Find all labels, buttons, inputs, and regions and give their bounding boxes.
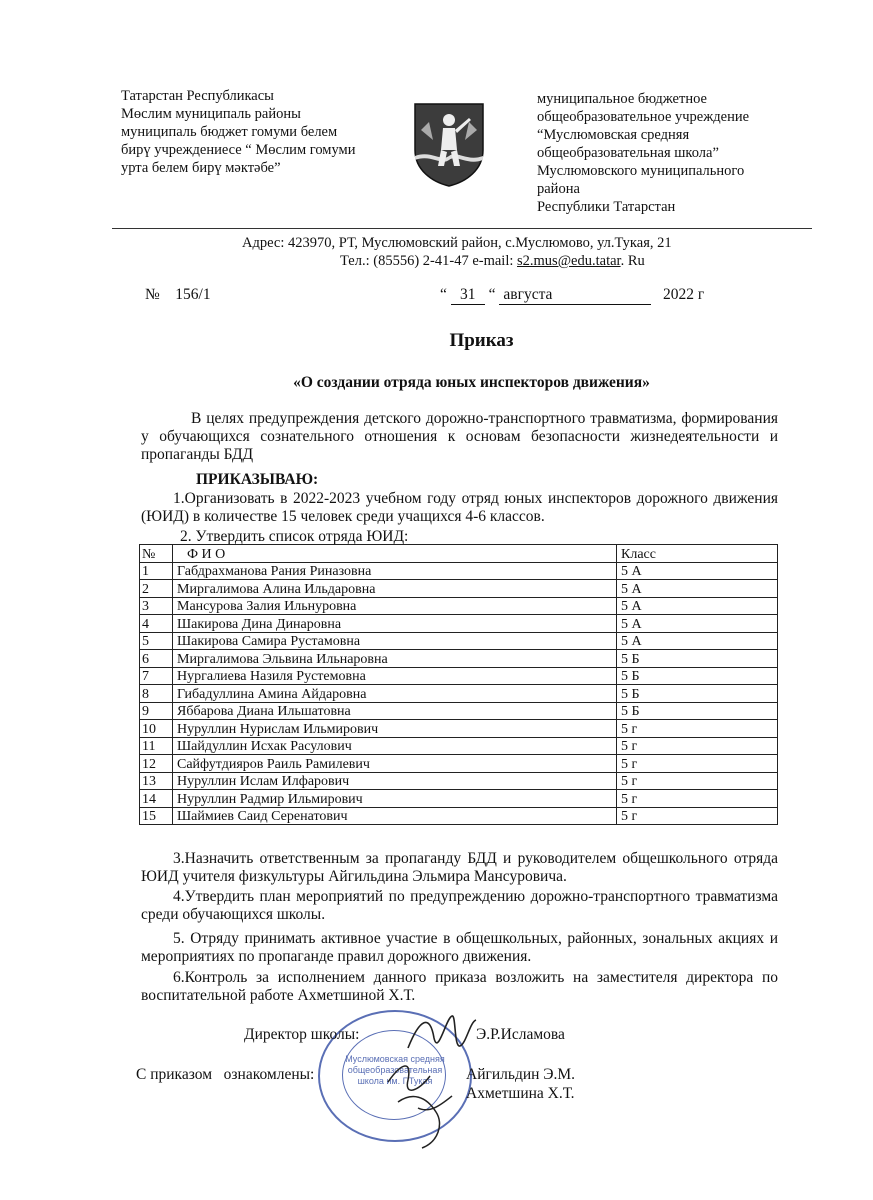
header-left-block [121,87,355,177]
row-name: Сайфутдияров Раиль Рамилевич [173,755,617,773]
email-suffix: . Ru [620,253,645,269]
header-right-line: Республики Татарстан [537,199,676,215]
header-right-line: общеобразовательная школа” [537,145,719,161]
table-row [140,772,778,790]
row-number: 1 [140,562,173,580]
table-row [140,720,778,738]
table-row [140,615,778,633]
row-number: 3 [140,597,173,615]
contact-line [340,252,645,270]
header-right-line: общеобразовательное учреждение [537,109,750,125]
number-label: № [145,286,160,303]
header-left-line: Татарстан Республикасы [121,88,274,104]
coat-of-arms-emblem [411,100,487,188]
row-class: 5 г [617,807,778,825]
header-right-block [537,90,749,216]
stamp-line: школа им. Г.Тукая [357,1076,433,1086]
row-class: 5 А [617,562,778,580]
row-name: Шаймиев Саид Серенатович [173,807,617,825]
row-class: 5 г [617,720,778,738]
row-class: 5 А [617,580,778,598]
row-name: Габдрахманова Рания Риназовна [173,562,617,580]
row-name: Нургалиева Назиля Рустемовна [173,667,617,685]
table-row [140,702,778,720]
header-left-line: муниципаль бюджет гомуми белем [121,124,338,140]
ack-signature-icon [378,1052,468,1152]
date-year: 2022 г [663,286,705,303]
table-row [140,650,778,668]
row-number: 7 [140,667,173,685]
table-row [140,597,778,615]
stamp-line: Муслюмовская средняя [345,1054,445,1064]
date-day: 31 [451,286,485,305]
order-number [145,286,211,304]
row-number: 12 [140,755,173,773]
table-row [140,790,778,808]
item-3: 3.Назначить ответственным за пропаганду БДД и руководителем общешкольного отряда ЮИД учителя физкультуры Айгильдина Эльмира Мансуровича. [141,850,778,885]
item-1: 1.Организовать в 2022-2023 учебном году отряд юных инспекторов дорожного движения (ЮИД) в количестве 15 человек среди учащихся 4-6 классов. [141,490,778,525]
ack-name: Ахметшина Х.Т. [466,1085,575,1102]
row-number: 8 [140,685,173,703]
row-name: Нуруллин Радмир Ильмирович [173,790,617,808]
page-title: Приказ [449,330,514,351]
row-number: 6 [140,650,173,668]
row-name: Шакирова Самира Рустамовна [173,632,617,650]
row-class: 5 Б [617,685,778,703]
item-5: 5. Отряду принимать активное участие в общешкольных, районных, зональных акциях и мероприятиях по пропаганде правил дорожного движения. [141,930,778,965]
director-label: Директор школы: [244,1026,360,1043]
row-number: 4 [140,615,173,633]
row-class: 5 А [617,615,778,633]
table-row [140,807,778,825]
director-name: Э.Р.Исламова [476,1026,565,1043]
header-class: Класс [617,545,778,563]
row-class: 5 г [617,755,778,773]
header-number: № [140,545,173,563]
header-left-line: бирү учреждениесе “ Мөслим гомуми [121,142,356,158]
row-number: 13 [140,772,173,790]
row-number: 9 [140,702,173,720]
director-signature-icon [400,1008,480,1058]
row-name: Шакирова Дина Динаровна [173,615,617,633]
students-table [139,544,778,825]
email-link[interactable]: s2.mus@edu.tatar [517,253,621,269]
address-line: Адрес: 423970, РТ, Муслюмовский район, с.Муслюмово, ул.Тукая, 21 [242,235,672,251]
row-number: 10 [140,720,173,738]
row-class: 5 А [617,632,778,650]
date-month: августа [499,286,651,305]
row-number: 2 [140,580,173,598]
row-name: Миргалимова Алина Ильдаровна [173,580,617,598]
row-class: 5 Б [617,702,778,720]
row-name: Яббарова Диана Ильшатовна [173,702,617,720]
header-right-line: района [537,181,580,197]
row-name: Мансурова Залия Ильнуровна [173,597,617,615]
table-row [140,632,778,650]
order-date [440,286,704,305]
table-row [140,580,778,598]
row-number: 11 [140,737,173,755]
item-6: 6.Контроль за исполнением данного приказа возложить на заместителя директора по воспитательной работе Ахметшиной Х.Т. [141,969,778,1004]
table-row [140,685,778,703]
row-name: Нуруллин Ислам Илфарович [173,772,617,790]
quote-close: “ [488,286,496,303]
table-row [140,667,778,685]
header-left-line: урта белем бирү мәктәбе” [121,160,281,176]
header-left-line: Мөслим муниципаль районы [121,106,301,122]
row-class: 5 г [617,737,778,755]
preamble-paragraph: В целях предупреждения детского дорожно-транспортного травматизма, формирования у обучающихся сознательного отношения к основам безопасности жизнедеятельности и пропаганды БДД [141,410,778,463]
header-name: Ф И О [173,545,617,563]
table-header-row [140,545,778,563]
row-number: 5 [140,632,173,650]
row-name: Шайдуллин Исхак Расулович [173,737,617,755]
row-class: 5 Б [617,667,778,685]
order-word: ПРИКАЗЫВАЮ: [196,471,319,488]
number-value: 156/1 [175,286,211,303]
row-number: 14 [140,790,173,808]
row-class: 5 г [617,790,778,808]
row-class: 5 г [617,772,778,790]
item-4: 4.Утвердить план мероприятий по предупреждению дорожно-транспортного травматизма среди обучающихся школы. [141,888,778,923]
row-class: 5 Б [617,650,778,668]
phone-text: Тел.: (85556) 2-41-47 e-mail: [340,253,518,269]
item-2: 2. Утвердить список отряда ЮИД: [180,528,409,545]
table-row [140,755,778,773]
stamp-line: общеобразовательная [347,1065,443,1075]
row-class: 5 А [617,597,778,615]
page-subtitle: «О создании отряда юных инспекторов движения» [293,374,650,391]
ack-label: С приказом ознакомлены: [136,1066,315,1083]
row-name: Гибадуллина Амина Айдаровна [173,685,617,703]
row-name: Миргалимова Эльвина Ильнаровна [173,650,617,668]
table-row [140,562,778,580]
row-number: 15 [140,807,173,825]
table-row [140,737,778,755]
row-name: Нуруллин Нурислам Ильмирович [173,720,617,738]
header-right-line: муниципальное бюджетное [537,91,707,107]
header-right-line: Муслюмовского муниципального [537,163,745,179]
ack-name: Айгильдин Э.М. [466,1066,576,1083]
header-right-line: “Муслюмовская средняя [537,127,690,143]
header-divider [112,228,812,229]
quote-open: “ [440,286,447,303]
